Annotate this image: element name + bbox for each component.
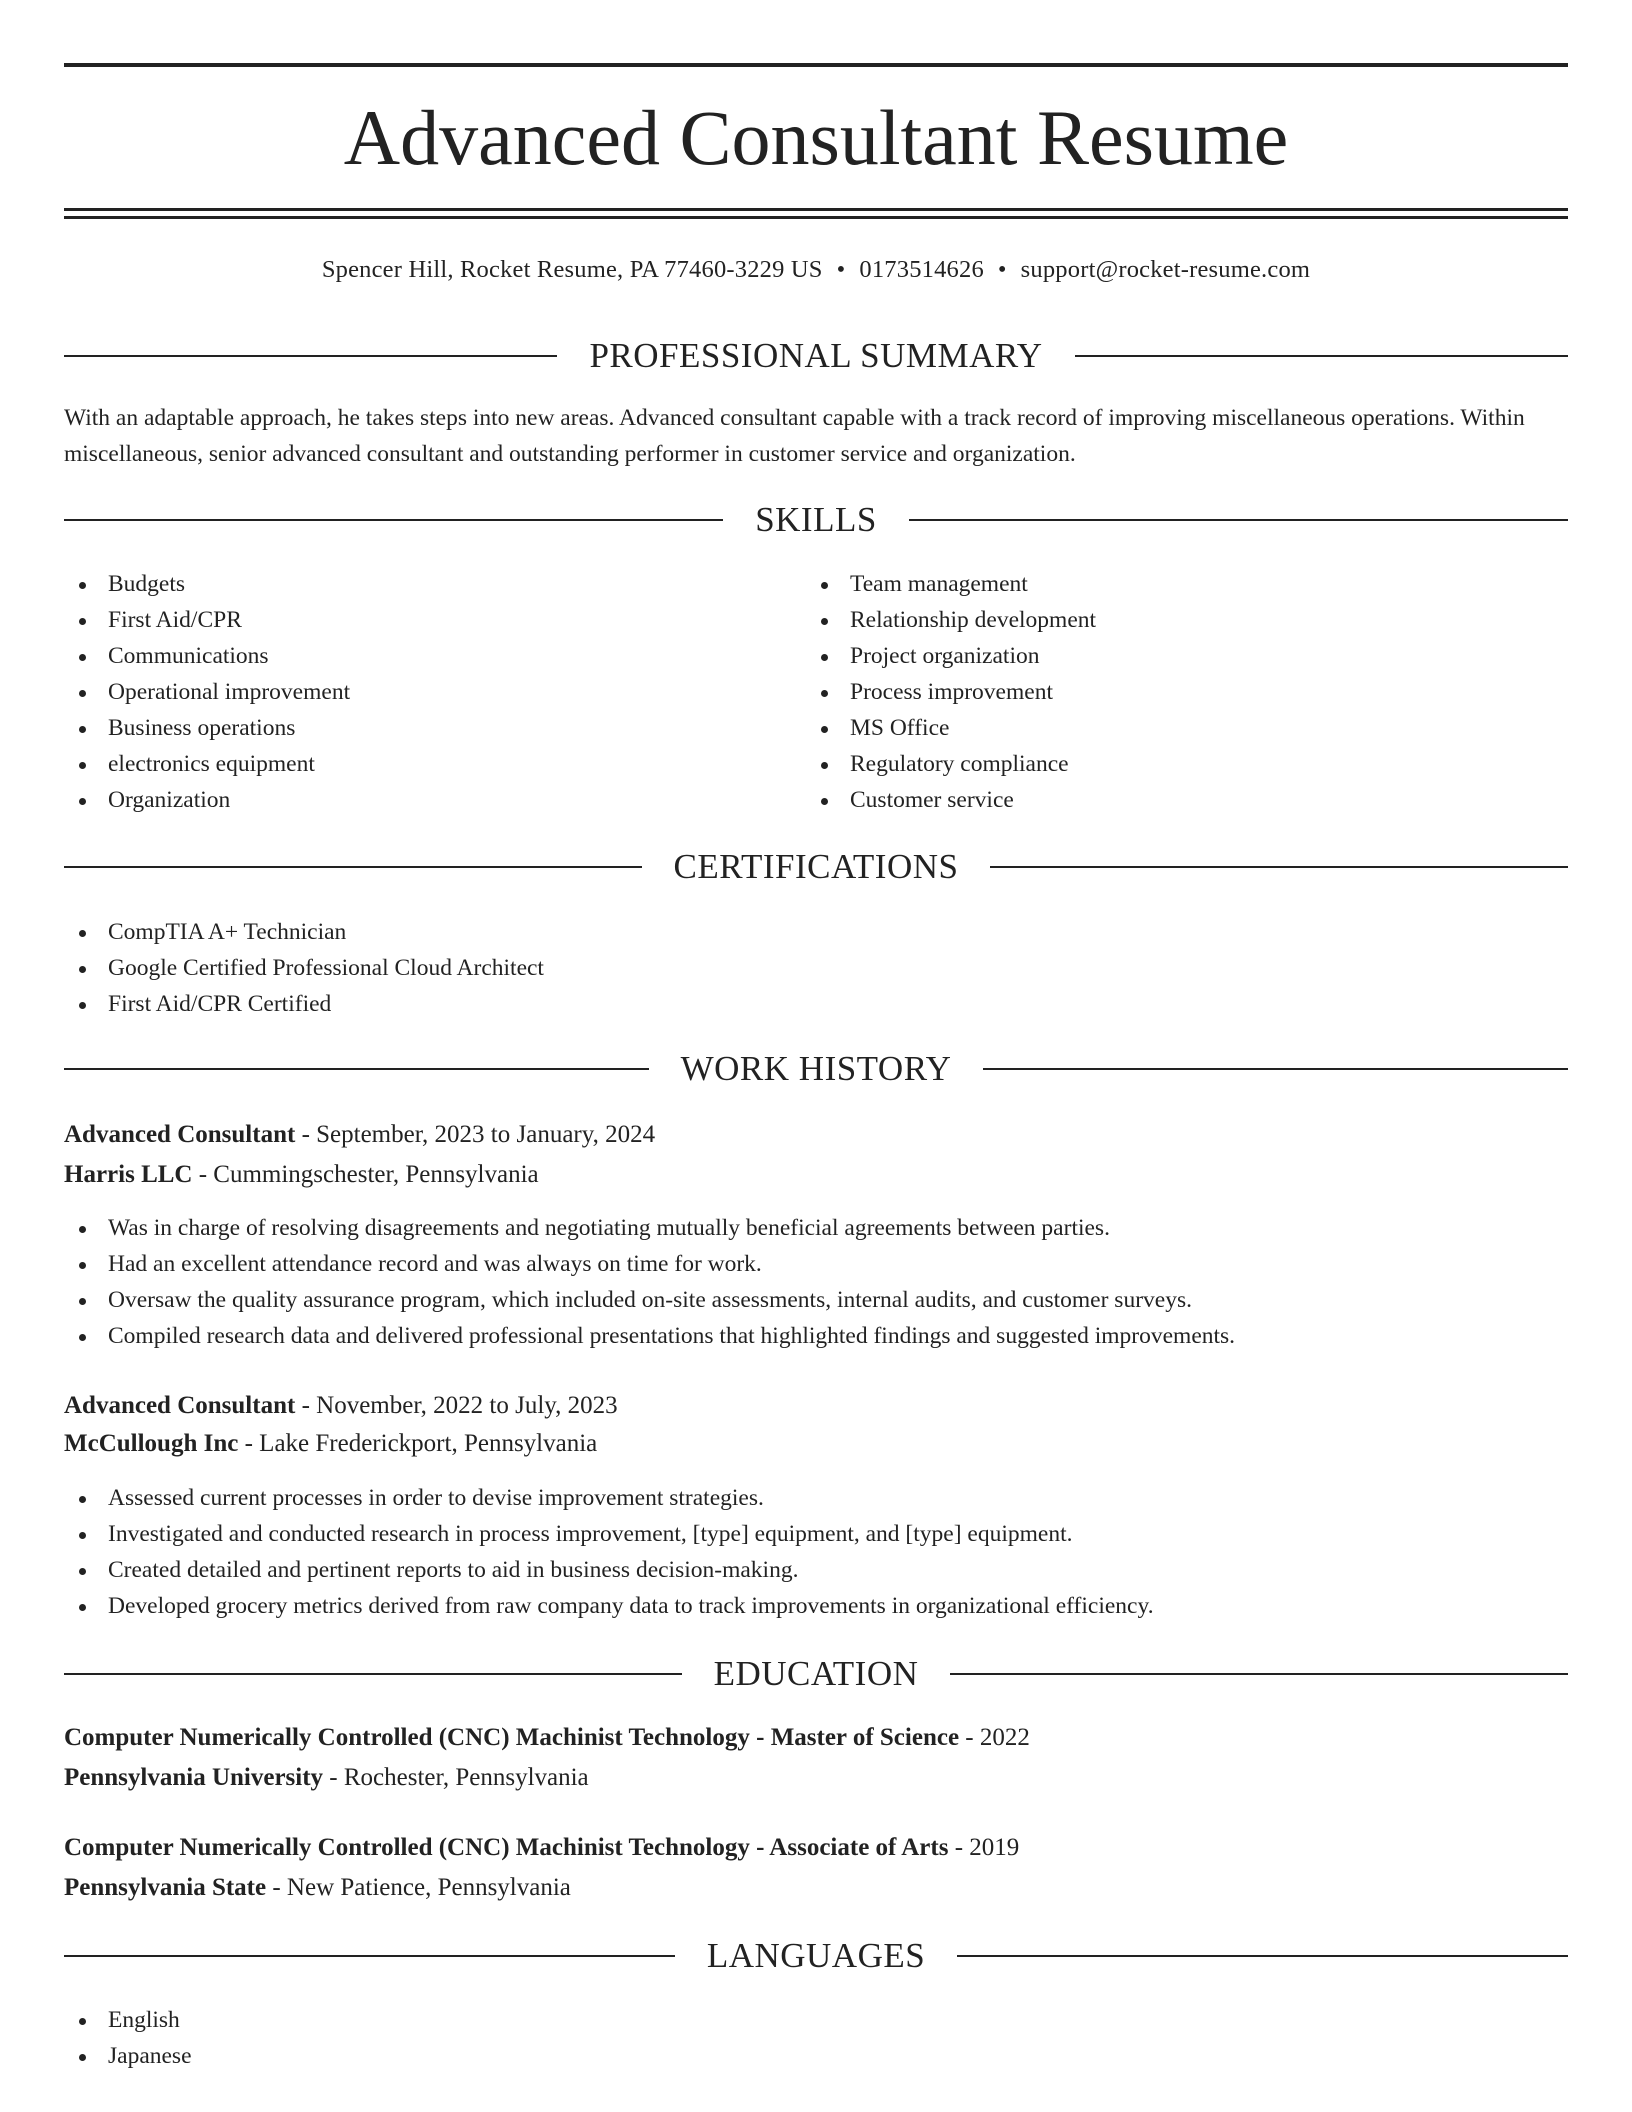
certification-item: CompTIA A+ Technician: [64, 914, 544, 950]
job-bullet: Investigated and conducted research in process improvement, [type] equipment, and [type] equipment.: [64, 1516, 1154, 1552]
job-bullet: Assessed current processes in order to devise improvement strategies.: [64, 1480, 1154, 1516]
job-title-line: [64, 1116, 1568, 1154]
job-bullet: Compiled research data and delivered professional presentations that highlighted findings and suggested improvements.: [64, 1318, 1235, 1354]
education-school-line: [64, 1869, 1568, 1907]
education-location: - Rochester, Pennsylvania: [323, 1764, 589, 1791]
section-rule: [1075, 355, 1568, 357]
education-degree-line: [64, 1829, 1568, 1867]
contact-phone: 0173514626: [859, 256, 984, 283]
education-school-line: [64, 1759, 1568, 1797]
section-rule: [990, 866, 1568, 868]
section-title-education: EDUCATION: [713, 1654, 919, 1693]
job-bullets: [64, 1210, 1235, 1354]
languages-list: [64, 2002, 192, 2074]
section-header-certifications: [64, 845, 1568, 889]
skill-item: First Aid/CPR: [64, 602, 350, 638]
section-title-work-history: WORK HISTORY: [680, 1049, 952, 1088]
skill-item: Project organization: [806, 638, 1096, 674]
education-year: - 2022: [959, 1724, 1030, 1751]
section-header-languages: [64, 1934, 1568, 1978]
skill-item: Business operations: [64, 710, 350, 746]
title-rule-lower: [64, 216, 1568, 219]
skill-item: Budgets: [64, 566, 350, 602]
section-rule: [64, 1673, 682, 1675]
section-rule: [64, 519, 723, 521]
contact-separator: •: [997, 256, 1007, 283]
skills-list-left: [64, 566, 350, 818]
education-school: Pennsylvania University: [64, 1764, 324, 1791]
certification-item: First Aid/CPR Certified: [64, 986, 544, 1022]
skill-item: Regulatory compliance: [806, 746, 1096, 782]
skills-list-right: [806, 566, 1096, 818]
contact-separator: •: [836, 256, 846, 283]
education-location: - New Patience, Pennsylvania: [266, 1874, 571, 1901]
job-bullet: Oversaw the quality assurance program, which included on-site assessments, internal audits, and customer surveys.: [64, 1282, 1235, 1318]
contact-email: support@rocket-resume.com: [1020, 256, 1311, 283]
skill-item: Customer service: [806, 782, 1096, 818]
section-header-skills: [64, 498, 1568, 542]
section-title-languages: LANGUAGES: [706, 1936, 926, 1975]
section-rule: [64, 1955, 675, 1957]
summary-text: With an adaptable approach, he takes steps into new areas. Advanced consultant capable with a track record of improving miscellaneous operations. Within miscellaneous, senior advanced consultant and outstanding performer in customer service and organization.: [64, 405, 1525, 467]
contact-line: [64, 252, 1568, 288]
language-item: English: [64, 2002, 192, 2038]
job-company: Harris LLC: [64, 1161, 193, 1188]
education-degree-line: [64, 1719, 1568, 1757]
job-bullets: [64, 1480, 1154, 1624]
section-header-work-history: [64, 1047, 1568, 1091]
job-location: - Cummingschester, Pennsylvania: [192, 1161, 539, 1188]
job-title: Advanced Consultant: [64, 1121, 296, 1148]
skill-item: Relationship development: [806, 602, 1096, 638]
skill-item: MS Office: [806, 710, 1096, 746]
education-degree: Computer Numerically Controlled (CNC) Machinist Technology - Master of Science: [64, 1724, 960, 1751]
section-title-summary: PROFESSIONAL SUMMARY: [589, 336, 1043, 375]
skill-item: Organization: [64, 782, 350, 818]
language-item: Japanese: [64, 2038, 192, 2074]
certification-item: Google Certified Professional Cloud Architect: [64, 950, 544, 986]
section-rule: [983, 1068, 1568, 1070]
certifications-list: [64, 914, 544, 1022]
section-header-summary: [64, 334, 1568, 378]
skill-item: Communications: [64, 638, 350, 674]
section-title-skills: SKILLS: [755, 500, 877, 539]
job-company: McCullough Inc: [64, 1430, 239, 1457]
section-rule: [64, 1068, 649, 1070]
education-school: Pennsylvania State: [64, 1874, 267, 1901]
skill-item: electronics equipment: [64, 746, 350, 782]
job-company-line: [64, 1425, 1568, 1463]
job-dates: - September, 2023 to January, 2024: [295, 1121, 656, 1148]
skill-item: Operational improvement: [64, 674, 350, 710]
contact-address: Spencer Hill, Rocket Resume, PA 77460-3229 US: [321, 256, 823, 283]
section-rule: [64, 355, 557, 357]
top-rule: [64, 63, 1568, 67]
job-title: Advanced Consultant: [64, 1392, 296, 1419]
job-bullet: Was in charge of resolving disagreements and negotiating mutually beneficial agreements between parties.: [64, 1210, 1235, 1246]
job-bullet: Created detailed and pertinent reports to aid in business decision-making.: [64, 1552, 1154, 1588]
section-rule: [64, 866, 642, 868]
job-bullet: Developed grocery metrics derived from raw company data to track improvements in organizational efficiency.: [64, 1588, 1154, 1624]
job-title-line: [64, 1387, 1568, 1425]
section-title-certifications: CERTIFICATIONS: [673, 847, 959, 886]
section-rule: [950, 1673, 1568, 1675]
education-year: - 2019: [948, 1834, 1020, 1861]
job-location: - Lake Frederickport, Pennsylvania: [238, 1430, 598, 1457]
job-dates: - November, 2022 to July, 2023: [295, 1392, 618, 1419]
skill-item: Team management: [806, 566, 1096, 602]
resume-title: Advanced Consultant Resume: [343, 94, 1289, 181]
section-rule: [909, 519, 1568, 521]
job-bullet: Had an excellent attendance record and was always on time for work.: [64, 1246, 1235, 1282]
education-degree: Computer Numerically Controlled (CNC) Machinist Technology - Associate of Arts: [64, 1834, 949, 1861]
job-company-line: [64, 1156, 1568, 1194]
title-rule-upper: [64, 208, 1568, 211]
section-header-education: [64, 1652, 1568, 1696]
skill-item: Process improvement: [806, 674, 1096, 710]
section-rule: [957, 1955, 1568, 1957]
